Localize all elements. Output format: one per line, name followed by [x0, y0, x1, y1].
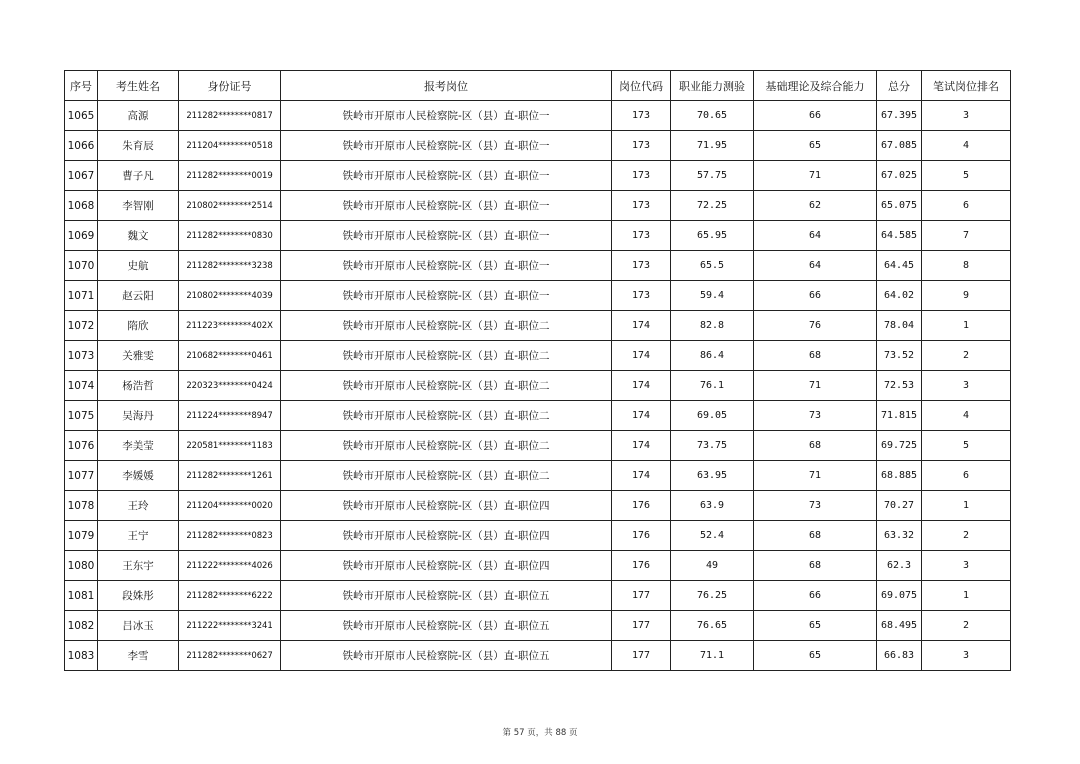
cell-col-id: 211204********0020	[179, 491, 281, 521]
cell-col-aptitude: 49	[671, 551, 754, 581]
cell-col-id: 211222********4026	[179, 551, 281, 581]
cell-col-code: 174	[612, 371, 671, 401]
cell-col-theory: 68	[754, 431, 877, 461]
cell-col-id: 211282********0019	[179, 161, 281, 191]
cell-col-seq: 1065	[65, 101, 98, 131]
cell-col-seq: 1067	[65, 161, 98, 191]
cell-col-total: 69.075	[877, 581, 922, 611]
cell-col-position: 铁岭市开原市人民检察院-区（县）直-职位一	[281, 191, 612, 221]
cell-col-rank: 3	[922, 101, 1011, 131]
cell-col-theory: 66	[754, 581, 877, 611]
cell-col-position: 铁岭市开原市人民检察院-区（县）直-职位二	[281, 311, 612, 341]
cell-col-id: 210802********2514	[179, 191, 281, 221]
cell-col-seq: 1068	[65, 191, 98, 221]
page-number: 第 57 页，共 88 页	[502, 728, 578, 738]
cell-col-total: 66.83	[877, 641, 922, 671]
cell-col-seq: 1072	[65, 311, 98, 341]
header-col-total: 总分	[877, 71, 922, 101]
table-row	[65, 521, 1011, 551]
cell-col-theory: 71	[754, 461, 877, 491]
cell-col-id: 210682********0461	[179, 341, 281, 371]
cell-col-code: 174	[612, 341, 671, 371]
table-body	[65, 101, 1011, 671]
cell-col-position: 铁岭市开原市人民检察院-区（县）直-职位四	[281, 551, 612, 581]
cell-col-id: 211282********0830	[179, 221, 281, 251]
cell-col-total: 64.02	[877, 281, 922, 311]
cell-col-total: 67.025	[877, 161, 922, 191]
header-col-theory: 基础理论及综合能力	[754, 71, 877, 101]
cell-col-theory: 71	[754, 161, 877, 191]
cell-col-rank: 2	[922, 341, 1011, 371]
cell-col-theory: 64	[754, 221, 877, 251]
table-row	[65, 281, 1011, 311]
cell-col-theory: 73	[754, 491, 877, 521]
cell-col-name: 魏文	[98, 221, 179, 251]
cell-col-name: 隋欣	[98, 311, 179, 341]
cell-col-name: 高源	[98, 101, 179, 131]
cell-col-total: 68.885	[877, 461, 922, 491]
cell-col-seq: 1066	[65, 131, 98, 161]
cell-col-total: 78.04	[877, 311, 922, 341]
cell-col-total: 72.53	[877, 371, 922, 401]
cell-col-rank: 2	[922, 521, 1011, 551]
table-row	[65, 101, 1011, 131]
cell-col-theory: 66	[754, 101, 877, 131]
cell-col-code: 173	[612, 191, 671, 221]
header-col-seq: 序号	[65, 71, 98, 101]
cell-col-name: 赵云阳	[98, 281, 179, 311]
cell-col-total: 71.815	[877, 401, 922, 431]
cell-col-name: 吕冰玉	[98, 611, 179, 641]
cell-col-aptitude: 86.4	[671, 341, 754, 371]
table-row	[65, 461, 1011, 491]
cell-col-name: 吴海丹	[98, 401, 179, 431]
table-row	[65, 491, 1011, 521]
table-row	[65, 131, 1011, 161]
table-row	[65, 581, 1011, 611]
cell-col-theory: 62	[754, 191, 877, 221]
cell-col-seq: 1080	[65, 551, 98, 581]
cell-col-code: 176	[612, 551, 671, 581]
cell-col-name: 李美莹	[98, 431, 179, 461]
cell-col-rank: 3	[922, 641, 1011, 671]
cell-col-name: 曹子凡	[98, 161, 179, 191]
cell-col-code: 174	[612, 461, 671, 491]
cell-col-rank: 3	[922, 371, 1011, 401]
cell-col-rank: 4	[922, 131, 1011, 161]
cell-col-code: 176	[612, 521, 671, 551]
cell-col-aptitude: 82.8	[671, 311, 754, 341]
cell-col-code: 177	[612, 641, 671, 671]
cell-col-seq: 1075	[65, 401, 98, 431]
table-row	[65, 551, 1011, 581]
cell-col-id: 211282********0817	[179, 101, 281, 131]
cell-col-aptitude: 59.4	[671, 281, 754, 311]
cell-col-code: 173	[612, 131, 671, 161]
cell-col-position: 铁岭市开原市人民检察院-区（县）直-职位二	[281, 461, 612, 491]
cell-col-seq: 1071	[65, 281, 98, 311]
table-row	[65, 401, 1011, 431]
cell-col-position: 铁岭市开原市人民检察院-区（县）直-职位五	[281, 611, 612, 641]
cell-col-aptitude: 69.05	[671, 401, 754, 431]
cell-col-position: 铁岭市开原市人民检察院-区（县）直-职位二	[281, 341, 612, 371]
table-row	[65, 341, 1011, 371]
cell-col-position: 铁岭市开原市人民检察院-区（县）直-职位四	[281, 491, 612, 521]
cell-col-total: 64.45	[877, 251, 922, 281]
cell-col-seq: 1076	[65, 431, 98, 461]
cell-col-seq: 1074	[65, 371, 98, 401]
cell-col-position: 铁岭市开原市人民检察院-区（县）直-职位二	[281, 371, 612, 401]
cell-col-code: 174	[612, 401, 671, 431]
cell-col-code: 174	[612, 431, 671, 461]
cell-col-aptitude: 65.95	[671, 221, 754, 251]
cell-col-id: 210802********4039	[179, 281, 281, 311]
cell-col-position: 铁岭市开原市人民检察院-区（县）直-职位一	[281, 251, 612, 281]
cell-col-rank: 9	[922, 281, 1011, 311]
cell-col-position: 铁岭市开原市人民检察院-区（县）直-职位一	[281, 161, 612, 191]
cell-col-name: 李媛媛	[98, 461, 179, 491]
cell-col-theory: 64	[754, 251, 877, 281]
table-row	[65, 191, 1011, 221]
cell-col-theory: 65	[754, 611, 877, 641]
cell-col-code: 174	[612, 311, 671, 341]
cell-col-position: 铁岭市开原市人民检察院-区（县）直-职位一	[281, 281, 612, 311]
cell-col-rank: 8	[922, 251, 1011, 281]
cell-col-code: 173	[612, 281, 671, 311]
cell-col-aptitude: 76.1	[671, 371, 754, 401]
cell-col-position: 铁岭市开原市人民检察院-区（县）直-职位一	[281, 101, 612, 131]
cell-col-name: 李雪	[98, 641, 179, 671]
cell-col-total: 70.27	[877, 491, 922, 521]
cell-col-aptitude: 70.65	[671, 101, 754, 131]
header-col-position: 报考岗位	[281, 71, 612, 101]
cell-col-code: 176	[612, 491, 671, 521]
cell-col-total: 67.085	[877, 131, 922, 161]
cell-col-total: 62.3	[877, 551, 922, 581]
cell-col-rank: 6	[922, 191, 1011, 221]
cell-col-seq: 1081	[65, 581, 98, 611]
cell-col-aptitude: 57.75	[671, 161, 754, 191]
cell-col-theory: 73	[754, 401, 877, 431]
cell-col-id: 211282********0627	[179, 641, 281, 671]
cell-col-theory: 65	[754, 641, 877, 671]
cell-col-id: 211282********3238	[179, 251, 281, 281]
cell-col-id: 211282********0823	[179, 521, 281, 551]
cell-col-name: 关雅雯	[98, 341, 179, 371]
cell-col-total: 68.495	[877, 611, 922, 641]
cell-col-id: 220581********1183	[179, 431, 281, 461]
table-row	[65, 311, 1011, 341]
cell-col-rank: 7	[922, 221, 1011, 251]
cell-col-position: 铁岭市开原市人民检察院-区（县）直-职位四	[281, 521, 612, 551]
cell-col-id: 211224********8947	[179, 401, 281, 431]
cell-col-aptitude: 76.25	[671, 581, 754, 611]
cell-col-name: 王东宇	[98, 551, 179, 581]
cell-col-total: 69.725	[877, 431, 922, 461]
cell-col-theory: 71	[754, 371, 877, 401]
cell-col-id: 211282********6222	[179, 581, 281, 611]
table-row	[65, 161, 1011, 191]
cell-col-seq: 1069	[65, 221, 98, 251]
header-col-name: 考生姓名	[98, 71, 179, 101]
cell-col-total: 73.52	[877, 341, 922, 371]
cell-col-aptitude: 76.65	[671, 611, 754, 641]
cell-col-rank: 5	[922, 431, 1011, 461]
cell-col-rank: 2	[922, 611, 1011, 641]
cell-col-seq: 1079	[65, 521, 98, 551]
cell-col-seq: 1073	[65, 341, 98, 371]
table-row	[65, 641, 1011, 671]
cell-col-aptitude: 63.9	[671, 491, 754, 521]
cell-col-position: 铁岭市开原市人民检察院-区（县）直-职位五	[281, 581, 612, 611]
cell-col-code: 173	[612, 221, 671, 251]
cell-col-theory: 68	[754, 521, 877, 551]
cell-col-name: 王玲	[98, 491, 179, 521]
cell-col-aptitude: 72.25	[671, 191, 754, 221]
table-row	[65, 431, 1011, 461]
cell-col-name: 李智刚	[98, 191, 179, 221]
header-col-aptitude: 职业能力测验	[671, 71, 754, 101]
cell-col-rank: 3	[922, 551, 1011, 581]
cell-col-position: 铁岭市开原市人民检察院-区（县）直-职位五	[281, 641, 612, 671]
header-col-id: 身份证号	[179, 71, 281, 101]
cell-col-theory: 76	[754, 311, 877, 341]
table-row	[65, 221, 1011, 251]
cell-col-id: 211282********1261	[179, 461, 281, 491]
cell-col-aptitude: 52.4	[671, 521, 754, 551]
cell-col-code: 173	[612, 251, 671, 281]
cell-col-position: 铁岭市开原市人民检察院-区（县）直-职位二	[281, 431, 612, 461]
cell-col-name: 杨浩哲	[98, 371, 179, 401]
cell-col-total: 64.585	[877, 221, 922, 251]
cell-col-position: 铁岭市开原市人民检察院-区（县）直-职位一	[281, 221, 612, 251]
cell-col-theory: 68	[754, 551, 877, 581]
cell-col-aptitude: 71.1	[671, 641, 754, 671]
cell-col-position: 铁岭市开原市人民检察院-区（县）直-职位二	[281, 401, 612, 431]
cell-col-seq: 1070	[65, 251, 98, 281]
cell-col-rank: 1	[922, 491, 1011, 521]
cell-col-total: 67.395	[877, 101, 922, 131]
cell-col-code: 177	[612, 581, 671, 611]
cell-col-seq: 1077	[65, 461, 98, 491]
cell-col-rank: 1	[922, 311, 1011, 341]
cell-col-rank: 6	[922, 461, 1011, 491]
cell-col-aptitude: 63.95	[671, 461, 754, 491]
table-row	[65, 611, 1011, 641]
cell-col-name: 朱育辰	[98, 131, 179, 161]
cell-col-total: 63.32	[877, 521, 922, 551]
cell-col-rank: 5	[922, 161, 1011, 191]
cell-col-code: 173	[612, 101, 671, 131]
cell-col-theory: 68	[754, 341, 877, 371]
cell-col-id: 211204********0518	[179, 131, 281, 161]
header-col-code: 岗位代码	[612, 71, 671, 101]
cell-col-aptitude: 71.95	[671, 131, 754, 161]
cell-col-rank: 4	[922, 401, 1011, 431]
cell-col-id: 220323********0424	[179, 371, 281, 401]
cell-col-id: 211223********402X	[179, 311, 281, 341]
score-table	[64, 70, 1011, 671]
cell-col-id: 211222********3241	[179, 611, 281, 641]
cell-col-name: 段姝彤	[98, 581, 179, 611]
cell-col-theory: 66	[754, 281, 877, 311]
table-row	[65, 371, 1011, 401]
cell-col-seq: 1078	[65, 491, 98, 521]
cell-col-name: 王宁	[98, 521, 179, 551]
table-row	[65, 251, 1011, 281]
header-col-rank: 笔试岗位排名	[922, 71, 1011, 101]
cell-col-aptitude: 73.75	[671, 431, 754, 461]
header-row	[65, 71, 1011, 101]
cell-col-name: 史航	[98, 251, 179, 281]
cell-col-position: 铁岭市开原市人民检察院-区（县）直-职位一	[281, 131, 612, 161]
cell-col-theory: 65	[754, 131, 877, 161]
cell-col-rank: 1	[922, 581, 1011, 611]
cell-col-aptitude: 65.5	[671, 251, 754, 281]
cell-col-seq: 1083	[65, 641, 98, 671]
cell-col-code: 173	[612, 161, 671, 191]
cell-col-total: 65.075	[877, 191, 922, 221]
cell-col-seq: 1082	[65, 611, 98, 641]
cell-col-code: 177	[612, 611, 671, 641]
